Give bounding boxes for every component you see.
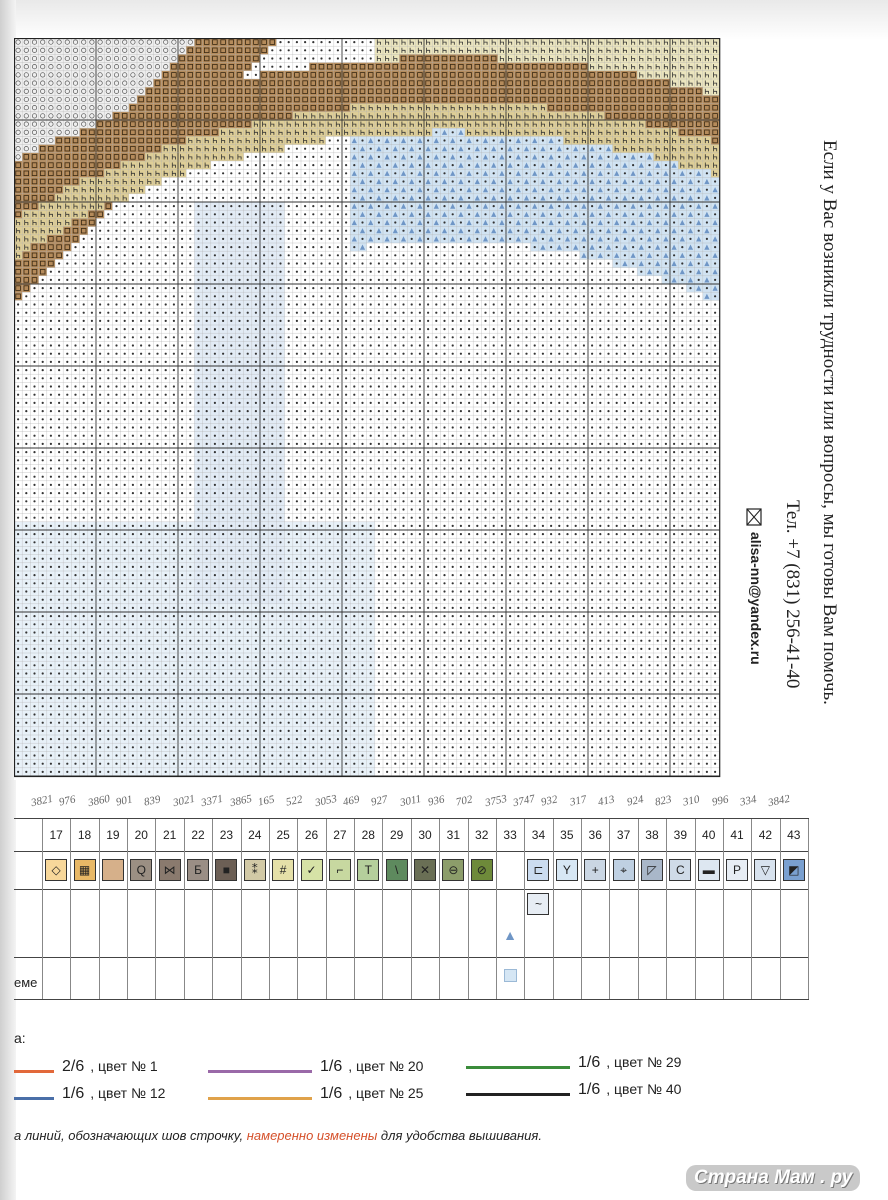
legend-extra-row [14,889,808,958]
legend-cell [14,889,43,957]
legend-symbol-cell [70,851,99,889]
backstitch-item-2 [62,1085,165,1103]
legend-number: 35 [553,819,582,851]
legend-number: 27 [326,819,355,851]
legend-symbol-cell [127,851,156,889]
cross-box-icon: ⌖ [613,859,635,881]
diamond-icon: ◇ [45,859,67,881]
dmc-code: 3011 [398,792,422,810]
legend-symbol-cell [155,851,184,889]
legend-extra-cell [411,889,440,957]
square-icon [102,859,124,881]
legend-number: 43 [780,819,809,851]
legend-number: 29 [382,819,411,851]
legend-symbol-cell [609,851,638,889]
legend-extra-cell [553,957,582,999]
legend-extra-cell [99,957,128,999]
legend-symbol-cell [99,851,128,889]
legend-extra-cell [439,957,468,999]
legend-cell [14,851,43,889]
legend-extra-cell [751,957,780,999]
check-icon: ✓ [301,859,323,881]
legend-extra-cell [638,889,667,957]
legend-extra-cell [382,957,411,999]
legend-number: 40 [695,819,724,851]
backstitch-note [14,1128,542,1143]
legend-extra-cell [496,957,525,999]
legend-extra-cell [70,889,99,957]
legend-extra-cell [609,889,638,957]
legend-symbol-cell [780,851,809,889]
dmc-code: 901 [115,793,134,809]
backstitch-ratio: 1/6 [320,1085,343,1102]
triangle-corner-icon: ◸ [641,859,663,881]
dmc-code: 3860 [86,792,111,810]
legend-number: 21 [155,819,184,851]
wheat-icon: ⁑ [244,859,266,881]
legend-number: 30 [411,819,440,851]
dmc-code: 469 [341,793,361,809]
legend-extra-cell [695,957,724,999]
legend-extra-cell [241,889,270,957]
legend-symbol-cell [411,851,440,889]
backstitch-ratio: 1/6 [578,1081,601,1098]
legend-symbol-cell [638,851,667,889]
legend-symbol-cell [241,851,270,889]
legend-extra-cell [581,889,610,957]
legend-symbol-cell [496,851,525,889]
b-letter-icon: Б [187,859,209,881]
wave-icon: ~ [527,893,549,915]
legend-number: 41 [723,819,752,851]
legend-number: 36 [581,819,610,851]
backstitch-label: , цвет № 25 [348,1085,424,1101]
backstitch-ratio: 1/6 [320,1058,343,1075]
legend-number: 25 [269,819,298,851]
legend-symbol-cell [297,851,326,889]
backstitch-title: а: [14,1030,26,1046]
backstitch-item-4 [320,1085,423,1103]
legend-symbol-cell [751,851,780,889]
legend-number: 19 [99,819,128,851]
legend-extra-cell [297,957,326,999]
legend-symbol-cell [524,851,553,889]
backstitch-line-5 [466,1066,570,1069]
legend-number: 28 [354,819,383,851]
legend-number: 39 [666,819,695,851]
legend-symbol-cell [581,851,610,889]
help-text: Если у Вас возникли трудности или вопросы, мы готовы Вам помочь. [819,140,840,705]
dmc-code: 522 [285,793,304,809]
hash-icon: # [272,859,294,881]
backstitch-line-2 [14,1097,54,1100]
dmc-code: 996 [710,793,730,809]
legend-extra-cell [496,889,525,957]
backstitch-label: , цвет № 1 [90,1058,158,1074]
bar-icon: ▬ [698,859,720,881]
backstitch-item-1 [62,1058,158,1076]
legend-number: 17 [42,819,71,851]
backstitch-label: , цвет № 12 [90,1085,166,1101]
q-circle-icon: Q [130,859,152,881]
slash-icon: \ [386,859,408,881]
legend-extra-cell [581,957,610,999]
legend-extra-cell [184,957,213,999]
legend-number: 38 [638,819,667,851]
legend-number-row [14,819,808,852]
legend-extra-cell [70,957,99,999]
site-watermark: Страна Мам . ру [686,1165,860,1191]
bowtie-icon: ⋈ [159,859,181,881]
backstitch-line-4 [208,1097,312,1100]
tree-icon: T [357,859,379,881]
legend-table [14,818,809,1000]
backstitch-ratio: 1/6 [62,1085,85,1102]
legend-extra-cell [638,957,667,999]
legend-symbol-cell [666,851,695,889]
legend-number: 20 [127,819,156,851]
legend-extra-cell [439,889,468,957]
legend-extra-cell [127,957,156,999]
legend-number: 42 [751,819,780,851]
legend-number: 33 [496,819,525,851]
legend-symbol-cell [184,851,213,889]
legend-extra-cell [155,889,184,957]
backstitch-item-5 [578,1054,681,1072]
dmc-code: 3821 [29,792,55,810]
backstitch-item-3 [320,1058,423,1076]
dmc-code: 3753 [483,792,508,810]
dmc-code: 165 [256,793,276,809]
dmc-code: 839 [143,793,163,809]
legend-extra-cell [99,889,128,957]
backstitch-ratio: 2/6 [62,1058,85,1075]
dmc-code: 334 [738,793,758,809]
backstitch-label: , цвет № 40 [606,1081,682,1097]
legend-number: 24 [241,819,270,851]
legend-number: 37 [609,819,638,851]
legend-extra-cell [780,957,809,999]
half-square-icon: ◩ [783,859,805,881]
legend-extra-cell [297,889,326,957]
legend-symbol-cell [269,851,298,889]
p-shape-icon: P [726,859,748,881]
x-icon: ✕ [414,859,436,881]
dmc-code: 702 [455,793,474,809]
c-letter-icon: C [669,859,691,881]
dmc-code: 317 [568,793,588,809]
legend-cell [14,819,43,851]
legend-symbol-cell [695,851,724,889]
legend-extra-cell [609,957,638,999]
backstitch-item-6 [578,1081,681,1099]
legend-extra-cell [241,957,270,999]
legend-extra-cell [468,957,497,999]
y-icon: Y [556,859,578,881]
legend-symbol-cell [212,851,241,889]
backstitch-label: , цвет № 20 [348,1058,424,1074]
plus-dot-icon: + [584,859,606,881]
legend-extra-cell [326,889,355,957]
legend-extra-cell [269,957,298,999]
dmc-code: 3371 [200,792,225,810]
legend-number: 32 [468,819,497,851]
legend-extra-cell [780,889,809,957]
backstitch-line-3 [208,1070,312,1073]
dmc-code: 927 [370,793,389,809]
legend-extra-cell [723,889,752,957]
legend-symbol-cell [326,851,355,889]
dmc-code: 932 [540,793,560,809]
dmc-code: 310 [682,793,701,809]
legend-extra-cell [326,957,355,999]
legend-extra-cell [42,957,71,999]
legend-extra-cell [751,889,780,957]
legend-extra-cell [524,957,553,999]
email-text: alisa-nn@yandex.ru [748,532,764,665]
phone-text: Тел. +7 (831) 256-41-40 [782,500,803,689]
backstitch-line-6 [466,1093,570,1096]
legend-symbol-cell [723,851,752,889]
dmc-code: 413 [597,793,616,809]
theta-icon: ⊖ [442,859,464,881]
legend-number: 18 [70,819,99,851]
legend-symbol-cell [382,851,411,889]
dmc-code: 936 [426,793,446,809]
note-part-2: для удобства вышивания. [380,1128,542,1143]
legend-extra-cell [42,889,71,957]
page-top-edge [0,0,888,40]
legend-extra-row-2 [14,957,808,999]
dmc-code: 3053 [313,792,338,810]
legend-symbol-cell [439,851,468,889]
legend-symbol-cell [468,851,497,889]
backstitch-label: , цвет № 29 [606,1054,682,1070]
legend-number: 34 [524,819,553,851]
legend-extra-cell [212,957,241,999]
cross-stitch-chart [14,38,724,780]
backstitch-ratio: 1/6 [578,1054,601,1071]
box-phi-icon: ⊏ [527,859,549,881]
legend-extra-cell [553,889,582,957]
legend-symbol-row [14,851,808,890]
legend-extra-cell [723,957,752,999]
note-highlight: намеренно изменены [246,1128,378,1143]
legend-extra-cell [666,889,695,957]
seven-icon: ⌐ [329,859,351,881]
legend-extra-cell [695,889,724,957]
dmc-code: 3747 [512,792,537,810]
scheme-label: еме [14,975,38,990]
dmc-code: 976 [58,793,77,809]
legend-extra-cell [354,957,383,999]
dmc-code: 3021 [171,792,196,810]
backstitch-line-1 [14,1070,54,1073]
triangle-icon: ▲ [503,927,518,943]
legend-extra-cell [127,889,156,957]
legend-extra-cell [354,889,383,957]
dmc-code: 3842 [767,792,792,810]
legend-symbol-cell [42,851,71,889]
legend-symbol-cell [553,851,582,889]
legend-extra-cell [184,889,213,957]
legend-extra-cell [468,889,497,957]
legend-symbol-cell [354,851,383,889]
legend-number: 23 [212,819,241,851]
black-square-icon: ■ [215,859,237,881]
legend-extra-cell [666,957,695,999]
legend-extra-cell [155,957,184,999]
legend-number: 26 [297,819,326,851]
note-part-1: а линий, обозначающих шов строчку, [14,1128,244,1143]
legend-extra-cell [411,957,440,999]
dot-line-icon: ⊘ [471,859,493,881]
dmc-code: 823 [653,793,673,809]
legend-extra-cell [269,889,298,957]
dmc-code: 3865 [228,792,253,810]
hatch-icon: ▦ [74,859,96,881]
legend-extra-cell [524,889,553,957]
light-square-icon [504,969,517,982]
dmc-code: 924 [625,793,645,809]
legend-number: 22 [184,819,213,851]
funnel-icon: ▽ [754,859,776,881]
legend-number: 31 [439,819,468,851]
legend-extra-cell [212,889,241,957]
legend-extra-cell [382,889,411,957]
